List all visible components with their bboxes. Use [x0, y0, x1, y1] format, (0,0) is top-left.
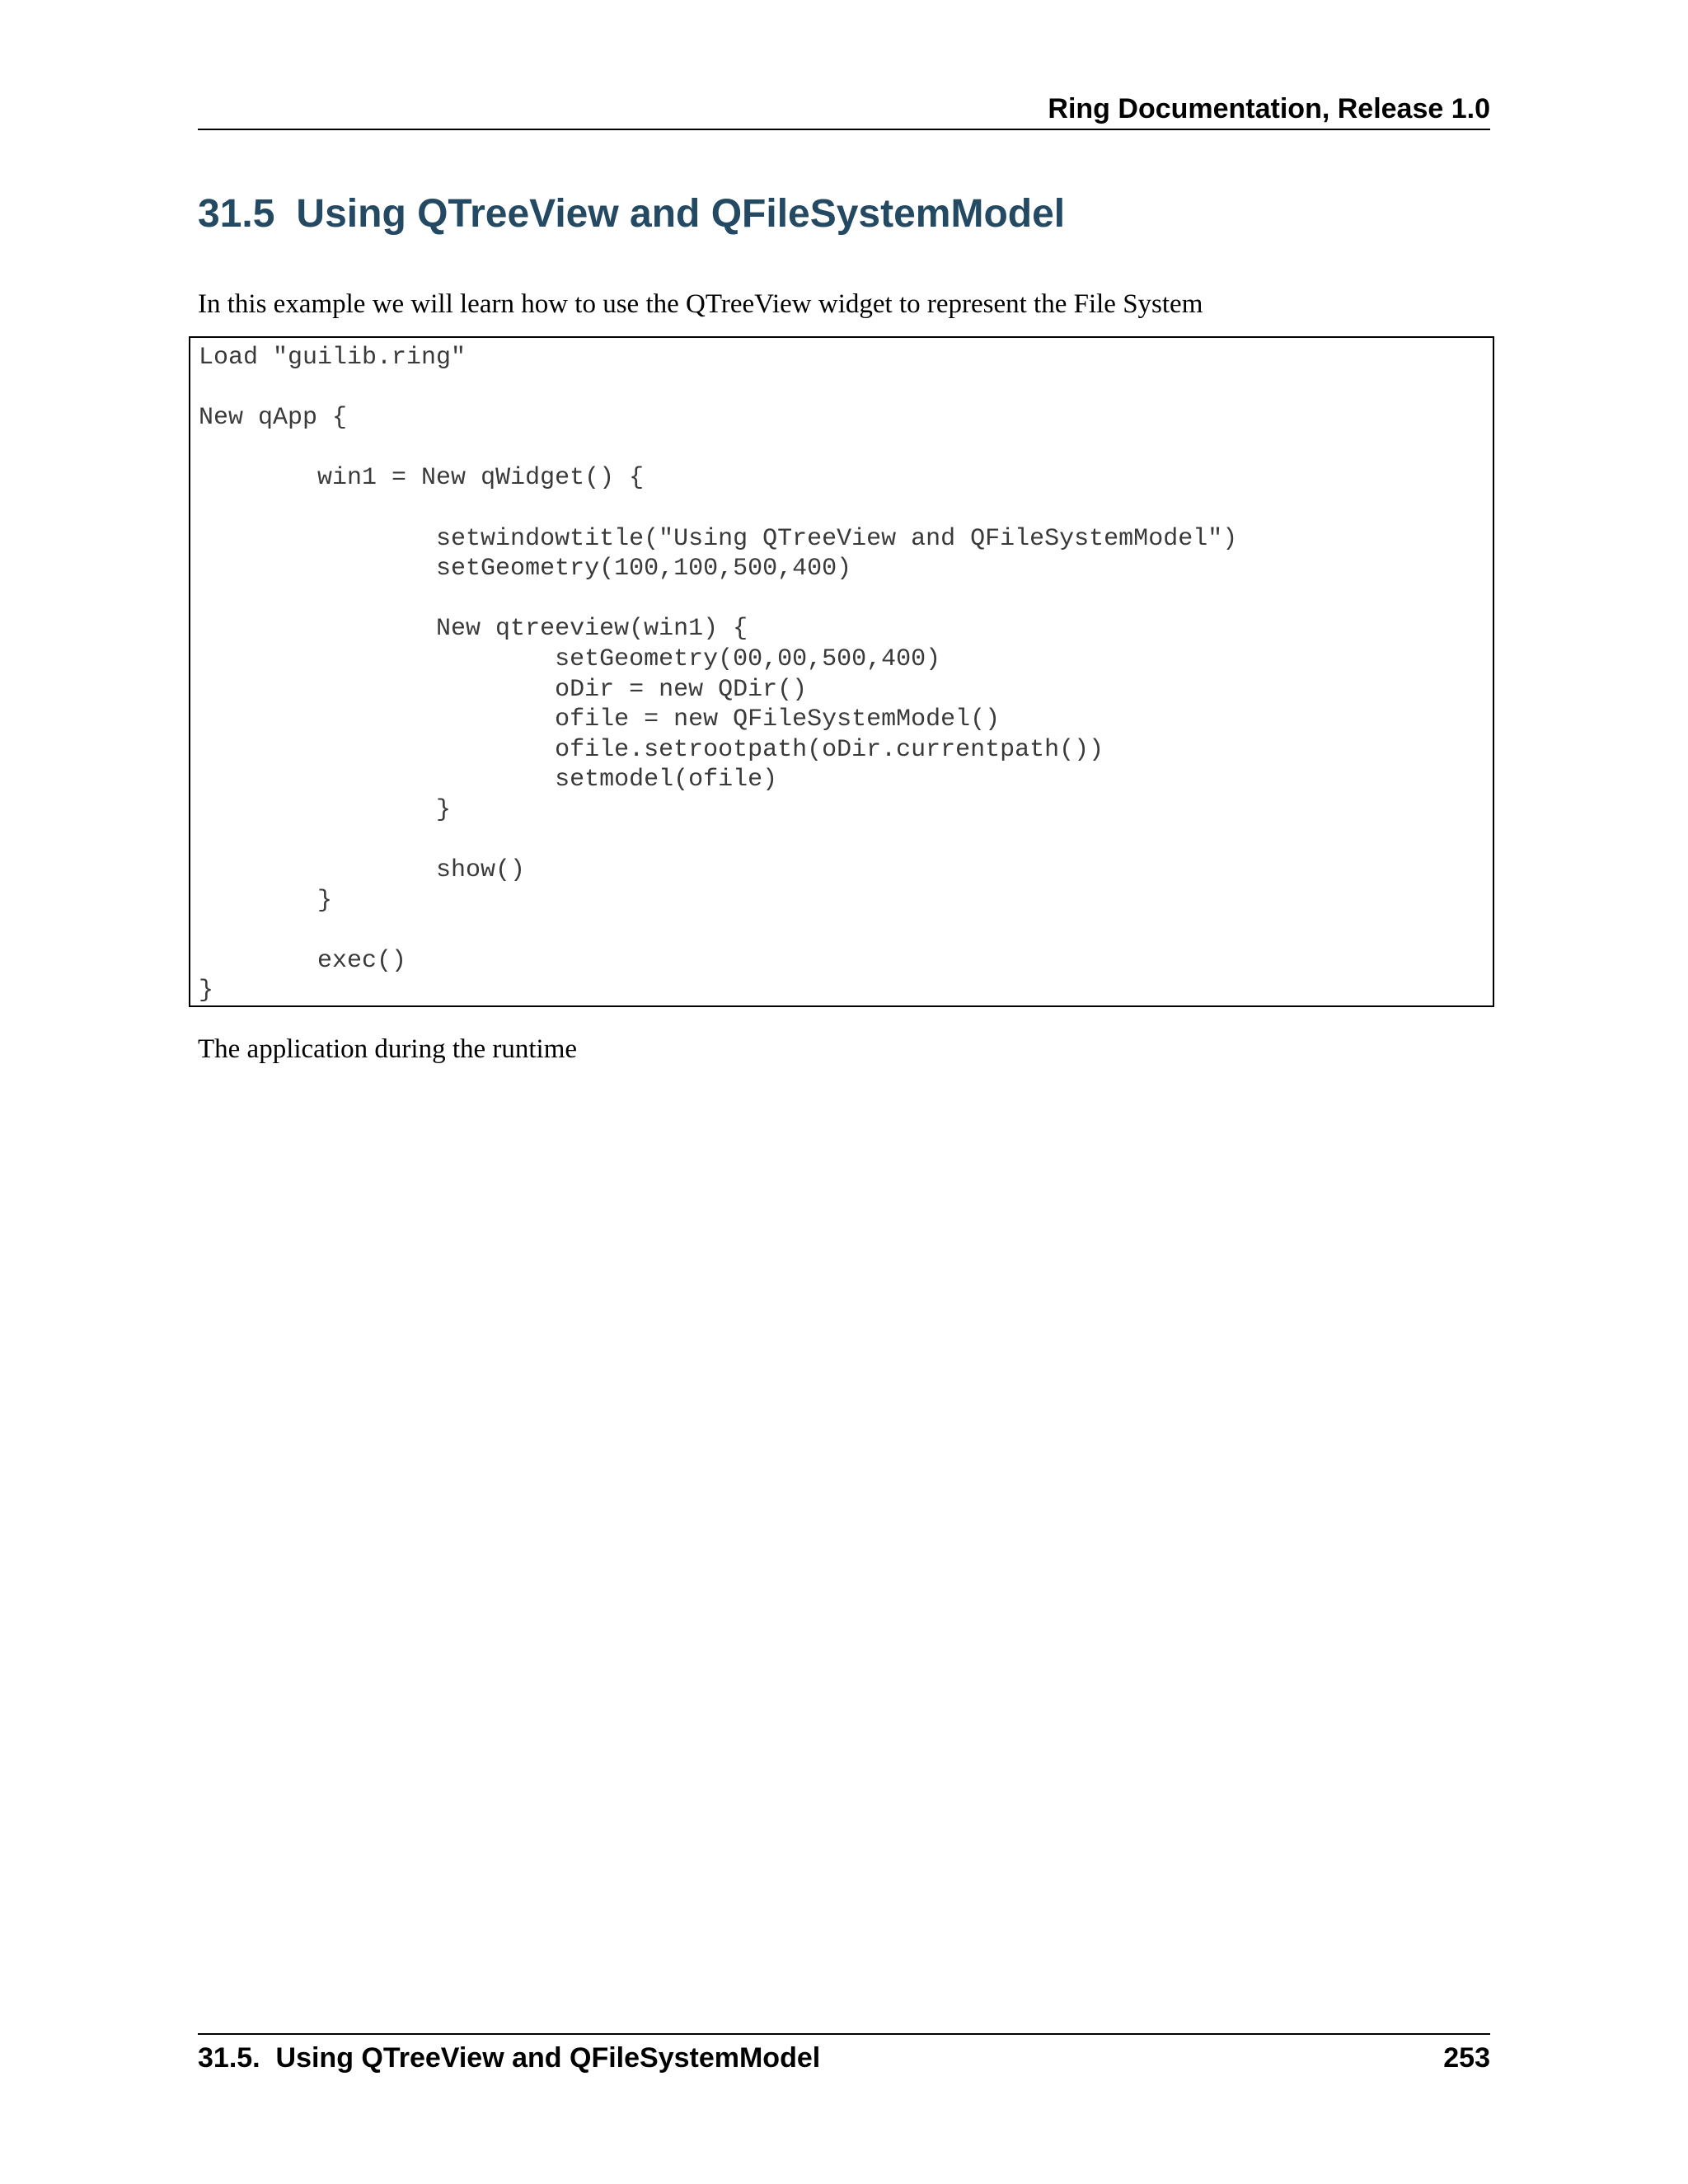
- footer-rule: [198, 2033, 1490, 2035]
- runtime-caption: The application during the runtime: [198, 1034, 578, 1064]
- code-listing: Load "guilib.ring" New qApp { win1 = New qWidget() { setwindowtitle("Using QTreeView and QFileSystemModel") setGeometry(100,100,500,400) New qtreeview(win1) { setGeometry(00,00,500,400) oDir = new QDir() ofile = new QFileSystemModel() ofile.setrootpath(oDir.currentpath()) setmodel(ofile) } show() } exec() }: [199, 344, 1238, 1005]
- section-number: 31.5: [198, 192, 275, 236]
- section-title-text: Using QTreeView and QFileSystemModel: [296, 192, 1066, 236]
- section-title: [198, 191, 1065, 237]
- page-number: 253: [1443, 2042, 1490, 2074]
- running-header: Ring Documentation, Release 1.0: [1048, 93, 1490, 124]
- footer-section-label: 31.5. Using QTreeView and QFileSystemModel: [198, 2042, 821, 2074]
- header-rule: [198, 129, 1490, 130]
- intro-paragraph: In this example we will learn how to use the QTreeView widget to represent the File System: [198, 289, 1203, 319]
- code-block: [189, 336, 1494, 1007]
